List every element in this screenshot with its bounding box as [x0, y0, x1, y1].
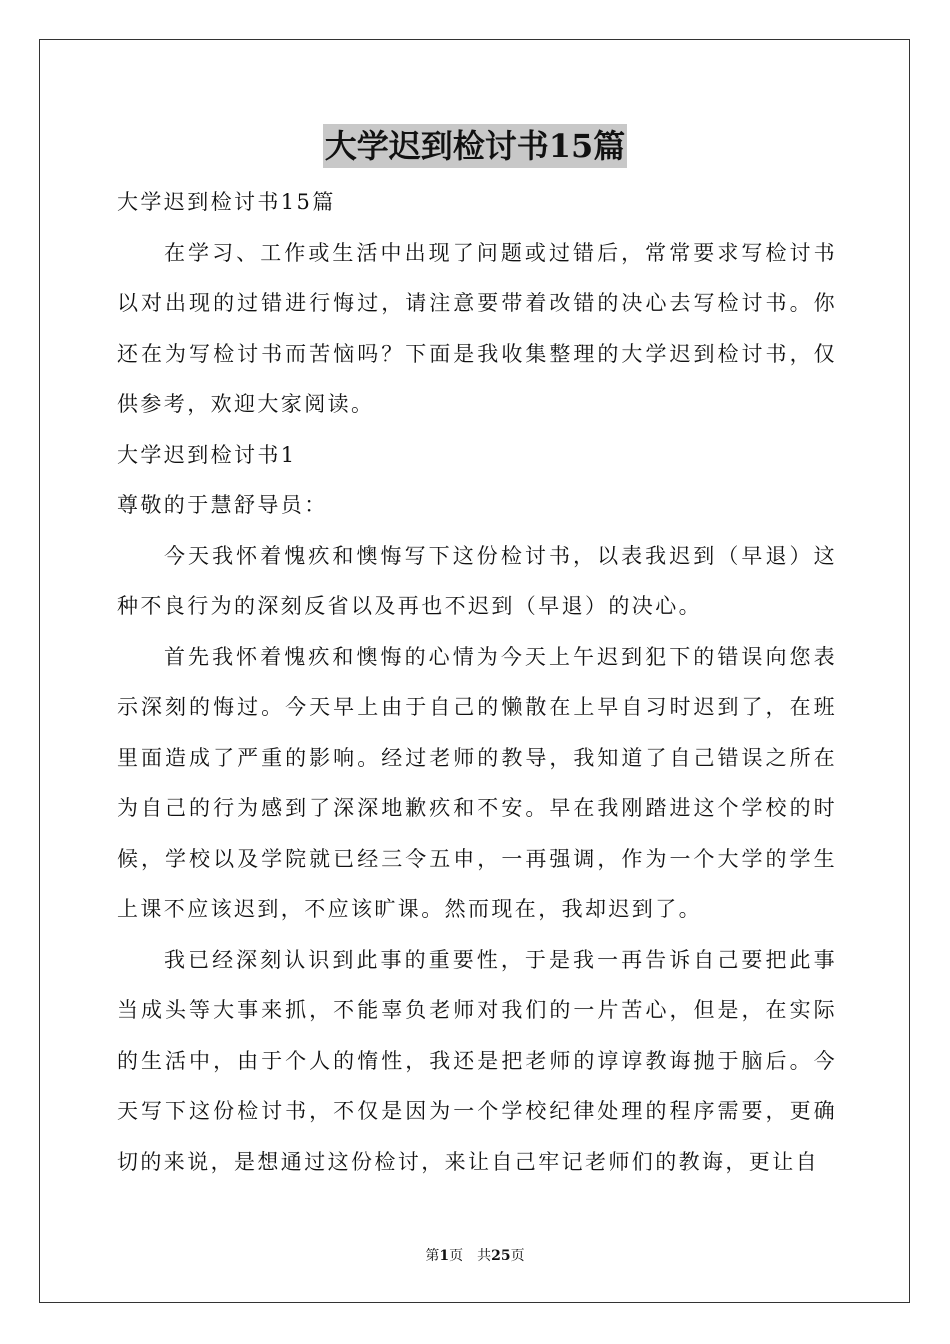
section-heading: 大学迟到检讨书1: [117, 442, 297, 467]
document-body: [117, 177, 837, 1187]
page-suffix: 页: [449, 1248, 464, 1264]
paragraph-subtitle: 大学迟到检讨书15篇: [117, 190, 336, 214]
page-total: 25: [491, 1248, 511, 1264]
paragraph-body-3: 我已经深刻认识到此事的重要性，于是我一再告诉自己要把此事当成头等大事来抓，不能辜负老师对我们的一片苦心，但是，在实际的生活中，由于个人的惰性，我还是把老师的谆谆教诲抛于脑后。今天写下这份检讨书，不仅是因为一个学校纪律处理的程序需要，更确切的来说，是想通过这份检讨，来让自己牢记老师们的教诲，更让自: [117, 947, 837, 1174]
paragraph-intro: 在学习、工作或生活中出现了问题或过错后，常常要求写检讨书以对出现的过错进行悔过，请注意要带着改错的决心去写检讨书。你还在为写检讨书而苦恼吗？下面是我收集整理的大学迟到检讨书，仅供参考，欢迎大家阅读。: [117, 240, 837, 416]
document-title: 大学迟到检讨书15篇: [323, 124, 628, 168]
paragraph-body-1: 今天我怀着愧疚和懊悔写下这份检讨书，以表我迟到（早退）这种不良行为的深刻反省以及再也不迟到（早退）的决心。: [117, 543, 837, 618]
total-prefix: 共: [477, 1248, 492, 1264]
title-area: [0, 124, 950, 168]
paragraph-body-2: 首先我怀着愧疚和懊悔的心情为今天上午迟到犯下的错误向您表示深刻的悔过。今天早上由于自己的懒散在上早自习时迟到了，在班里面造成了严重的影响。经过老师的教导，我知道了自己错误之所在为自己的行为感到了深深地歉疚和不安。早在我刚踏进这个学校的时候，学校以及学院就已经三令五申，一再强调，作为一个大学的学生上课不应该迟到，不应该旷课。然而现在，我却迟到了。: [117, 644, 837, 921]
page-footer: [0, 1246, 950, 1266]
page-prefix: 第: [425, 1248, 440, 1264]
page-current: 1: [439, 1248, 450, 1264]
total-suffix: 页: [510, 1248, 525, 1264]
salutation: 尊敬的于慧舒导员：: [117, 493, 328, 517]
